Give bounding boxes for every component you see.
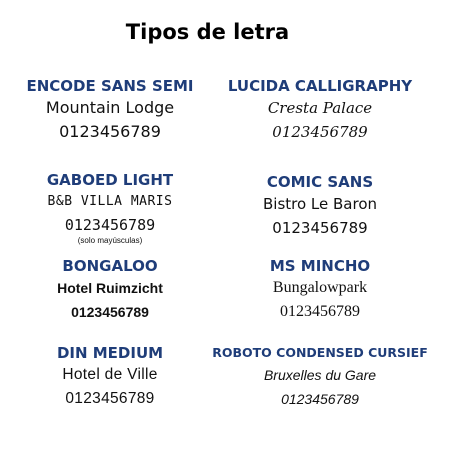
font-block-comic-sans bbox=[205, 172, 435, 240]
font-name: BONGALOO bbox=[62, 257, 158, 275]
font-sample-text: Hotel de Ville bbox=[62, 366, 158, 383]
font-sample-digits: 0123456789 bbox=[272, 219, 368, 237]
font-name: ENCODE SANS SEMI bbox=[26, 77, 194, 95]
font-sample-digits: 0123456789 bbox=[71, 304, 149, 320]
font-block-roboto-condensed-cursief bbox=[205, 343, 435, 411]
font-sample-digits: 0123456789 bbox=[272, 123, 368, 141]
font-block-encode-sans-semi bbox=[0, 76, 220, 144]
font-sample-digits: 0123456789 bbox=[59, 122, 161, 141]
font-sample-digits: 0123456789 bbox=[280, 303, 360, 320]
font-sample-text: Cresta Palace bbox=[267, 99, 373, 117]
font-sample-text: Bruxelles du Gare bbox=[263, 367, 377, 383]
font-block-gaboed-light bbox=[0, 170, 220, 245]
font-block-din-medium bbox=[0, 343, 220, 411]
font-sample-digits: 0123456789 bbox=[281, 391, 359, 407]
font-block-bongaloo bbox=[0, 256, 220, 324]
font-sample-text: Bistro Le Baron bbox=[262, 195, 378, 213]
font-sample-digits: 0123456789 bbox=[65, 390, 155, 407]
font-name: GABOED LIGHT bbox=[46, 171, 174, 189]
font-sample-text: Mountain Lodge bbox=[45, 98, 175, 117]
font-block-ms-mincho bbox=[205, 256, 435, 324]
font-sample-text: Hotel Ruimzicht bbox=[57, 280, 163, 296]
font-name: MS MINCHO bbox=[269, 257, 371, 275]
font-sample-text: B&B VILLA MARIS bbox=[47, 194, 173, 209]
font-note: (solo mayúsculas) bbox=[77, 236, 143, 245]
font-block-lucida-calligraphy bbox=[205, 76, 435, 144]
font-sample-digits: 0123456789 bbox=[64, 216, 156, 234]
font-name: COMIC SANS bbox=[266, 173, 374, 191]
font-name: ROBOTO CONDENSED CURSIEF bbox=[212, 345, 428, 360]
font-name: DIN MEDIUM bbox=[56, 344, 164, 362]
page-title: Tipos de letra bbox=[125, 20, 290, 44]
font-name: LUCIDA CALLIGRAPHY bbox=[227, 77, 413, 95]
font-sample-text: Bungalowpark bbox=[272, 279, 368, 296]
